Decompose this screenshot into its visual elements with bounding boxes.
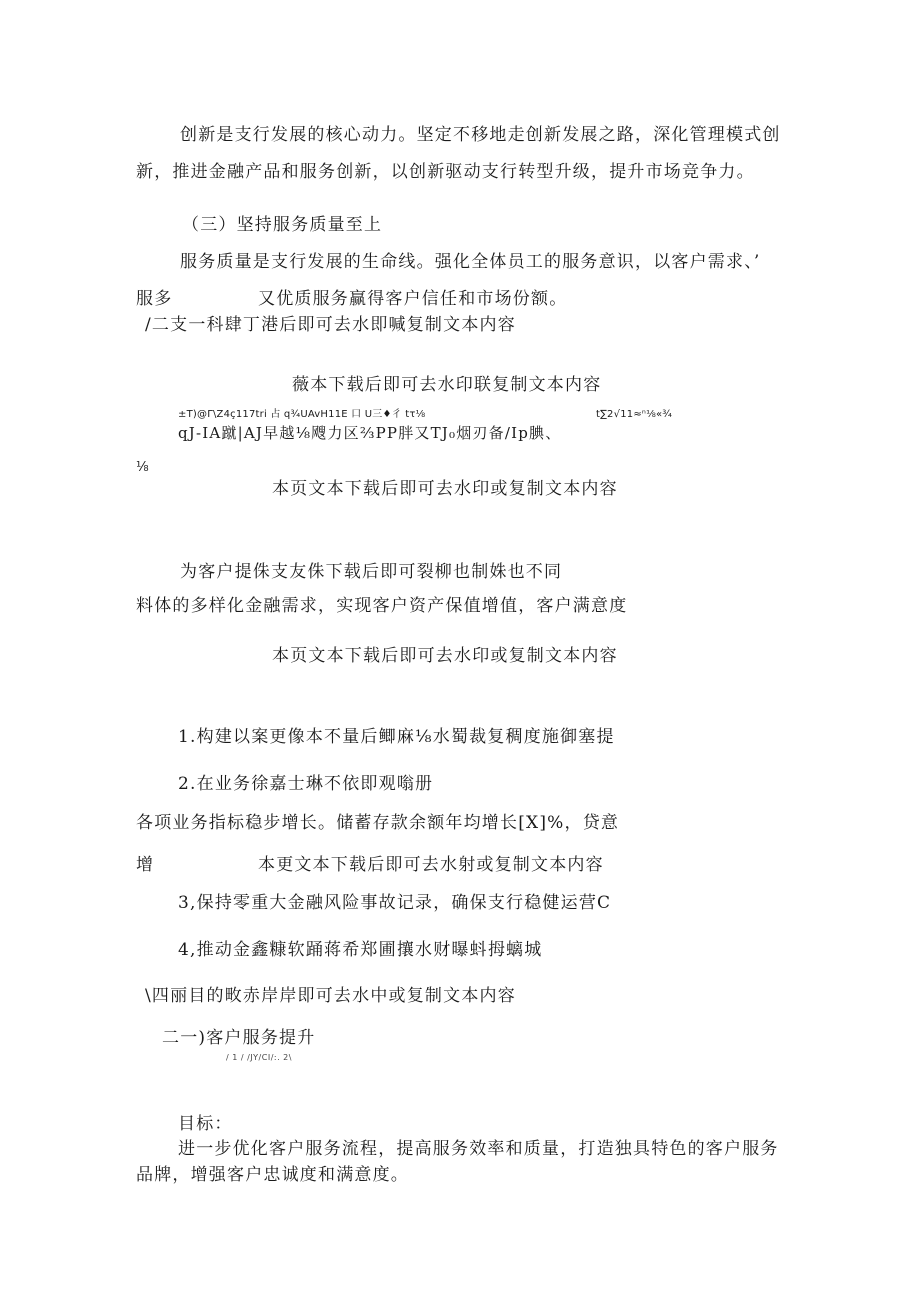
garbled-line-3: qJ-IA蹴|AJ早越⅛飕力区⅔PP胖又TJ₀烟刃备/Ip腆、: [178, 424, 562, 442]
garbled-line-5: \四丽目的畋赤岸岸即可去水中或复制文本内容: [145, 986, 516, 1006]
subsection-heading-customer-service: 二一)客户服务提升: [162, 1028, 316, 1048]
list-item-1: 1.构建以案更像本不量后鲫麻⅛水蜀裁复稠度施御塞提: [178, 727, 615, 747]
subsection-heading-marks: / 1 / /JY/CI/:. 2\: [226, 1053, 292, 1062]
section-heading-service-quality: （三）坚持服务质量至上: [182, 215, 383, 235]
garbled-line-4: ⅛: [136, 460, 150, 475]
watermark-notice-1: 薇本下载后即可去水印联复制文本内容: [292, 375, 602, 395]
paragraph-goal-line-1: 进一步优化客户服务流程，提高服务效率和质量，打造独具特色的客户服务: [178, 1139, 779, 1159]
paragraph-service-line-1: 服务质量是支行发展的生命线。强化全体员工的服务意识，以客户需求、’: [180, 252, 761, 272]
watermark-notice-2: 本页文本下载后即可去水印或复制文本内容: [272, 479, 618, 499]
paragraph-targets-line-2b: 本更文本下载后即可去水射或复制文本内容: [258, 855, 604, 875]
list-item-2: 2.在业务徐嘉士琳不依即观嗡册: [178, 774, 434, 794]
paragraph-innovation-line-2: 新，推进金融产品和服务创新，以创新驱动支行转型升级，提升市场竞争力。: [136, 162, 755, 182]
paragraph-targets-line-2a: 增: [136, 855, 155, 875]
list-item-3: 3,保持零重大金融风险事故记录，确保支行稳健运营C: [178, 893, 612, 913]
paragraph-service-line-2b: 又优质服务赢得客户信任和市场份额。: [258, 289, 568, 309]
watermark-notice-3: 本页文本下载后即可去水印或复制文本内容: [272, 646, 618, 666]
list-item-4: 4,推动金鑫糠软踊蒋希郑圃攘水财曝蚪拇螭城: [178, 940, 543, 960]
goal-label: 目标：: [178, 1114, 233, 1134]
paragraph-customer-line-1: 为客户提侏支友侏下载后即可裂柳也制姝也不同: [180, 562, 563, 582]
garbled-line-2b: t∑2√11≈ⁿ⅛«¾: [596, 409, 673, 420]
paragraph-service-line-2a: 服多: [136, 289, 173, 309]
paragraph-targets-line-1: 各项业务指标稳步增长。储蓄存款余额年均增长[X]%，贷意: [136, 813, 620, 833]
paragraph-customer-line-2: 料体的多样化金融需求，实现客户资产保值增值，客户满意度: [136, 596, 628, 616]
paragraph-innovation-line-1: 创新是支行发展的核心动力。坚定不移地走创新发展之路，深化管理模式创: [180, 125, 781, 145]
paragraph-goal-line-2: 品牌，增强客户忠诚度和满意度。: [136, 1165, 409, 1185]
garbled-line-2a: ±T)@Γ\Z4ç117tri 占 q¾UAvH11E 口 U三♦彳 tτ⅛: [178, 409, 426, 420]
garbled-line-1: /二支一科肆丁港后即可去水即喊复制文本内容: [145, 315, 516, 335]
